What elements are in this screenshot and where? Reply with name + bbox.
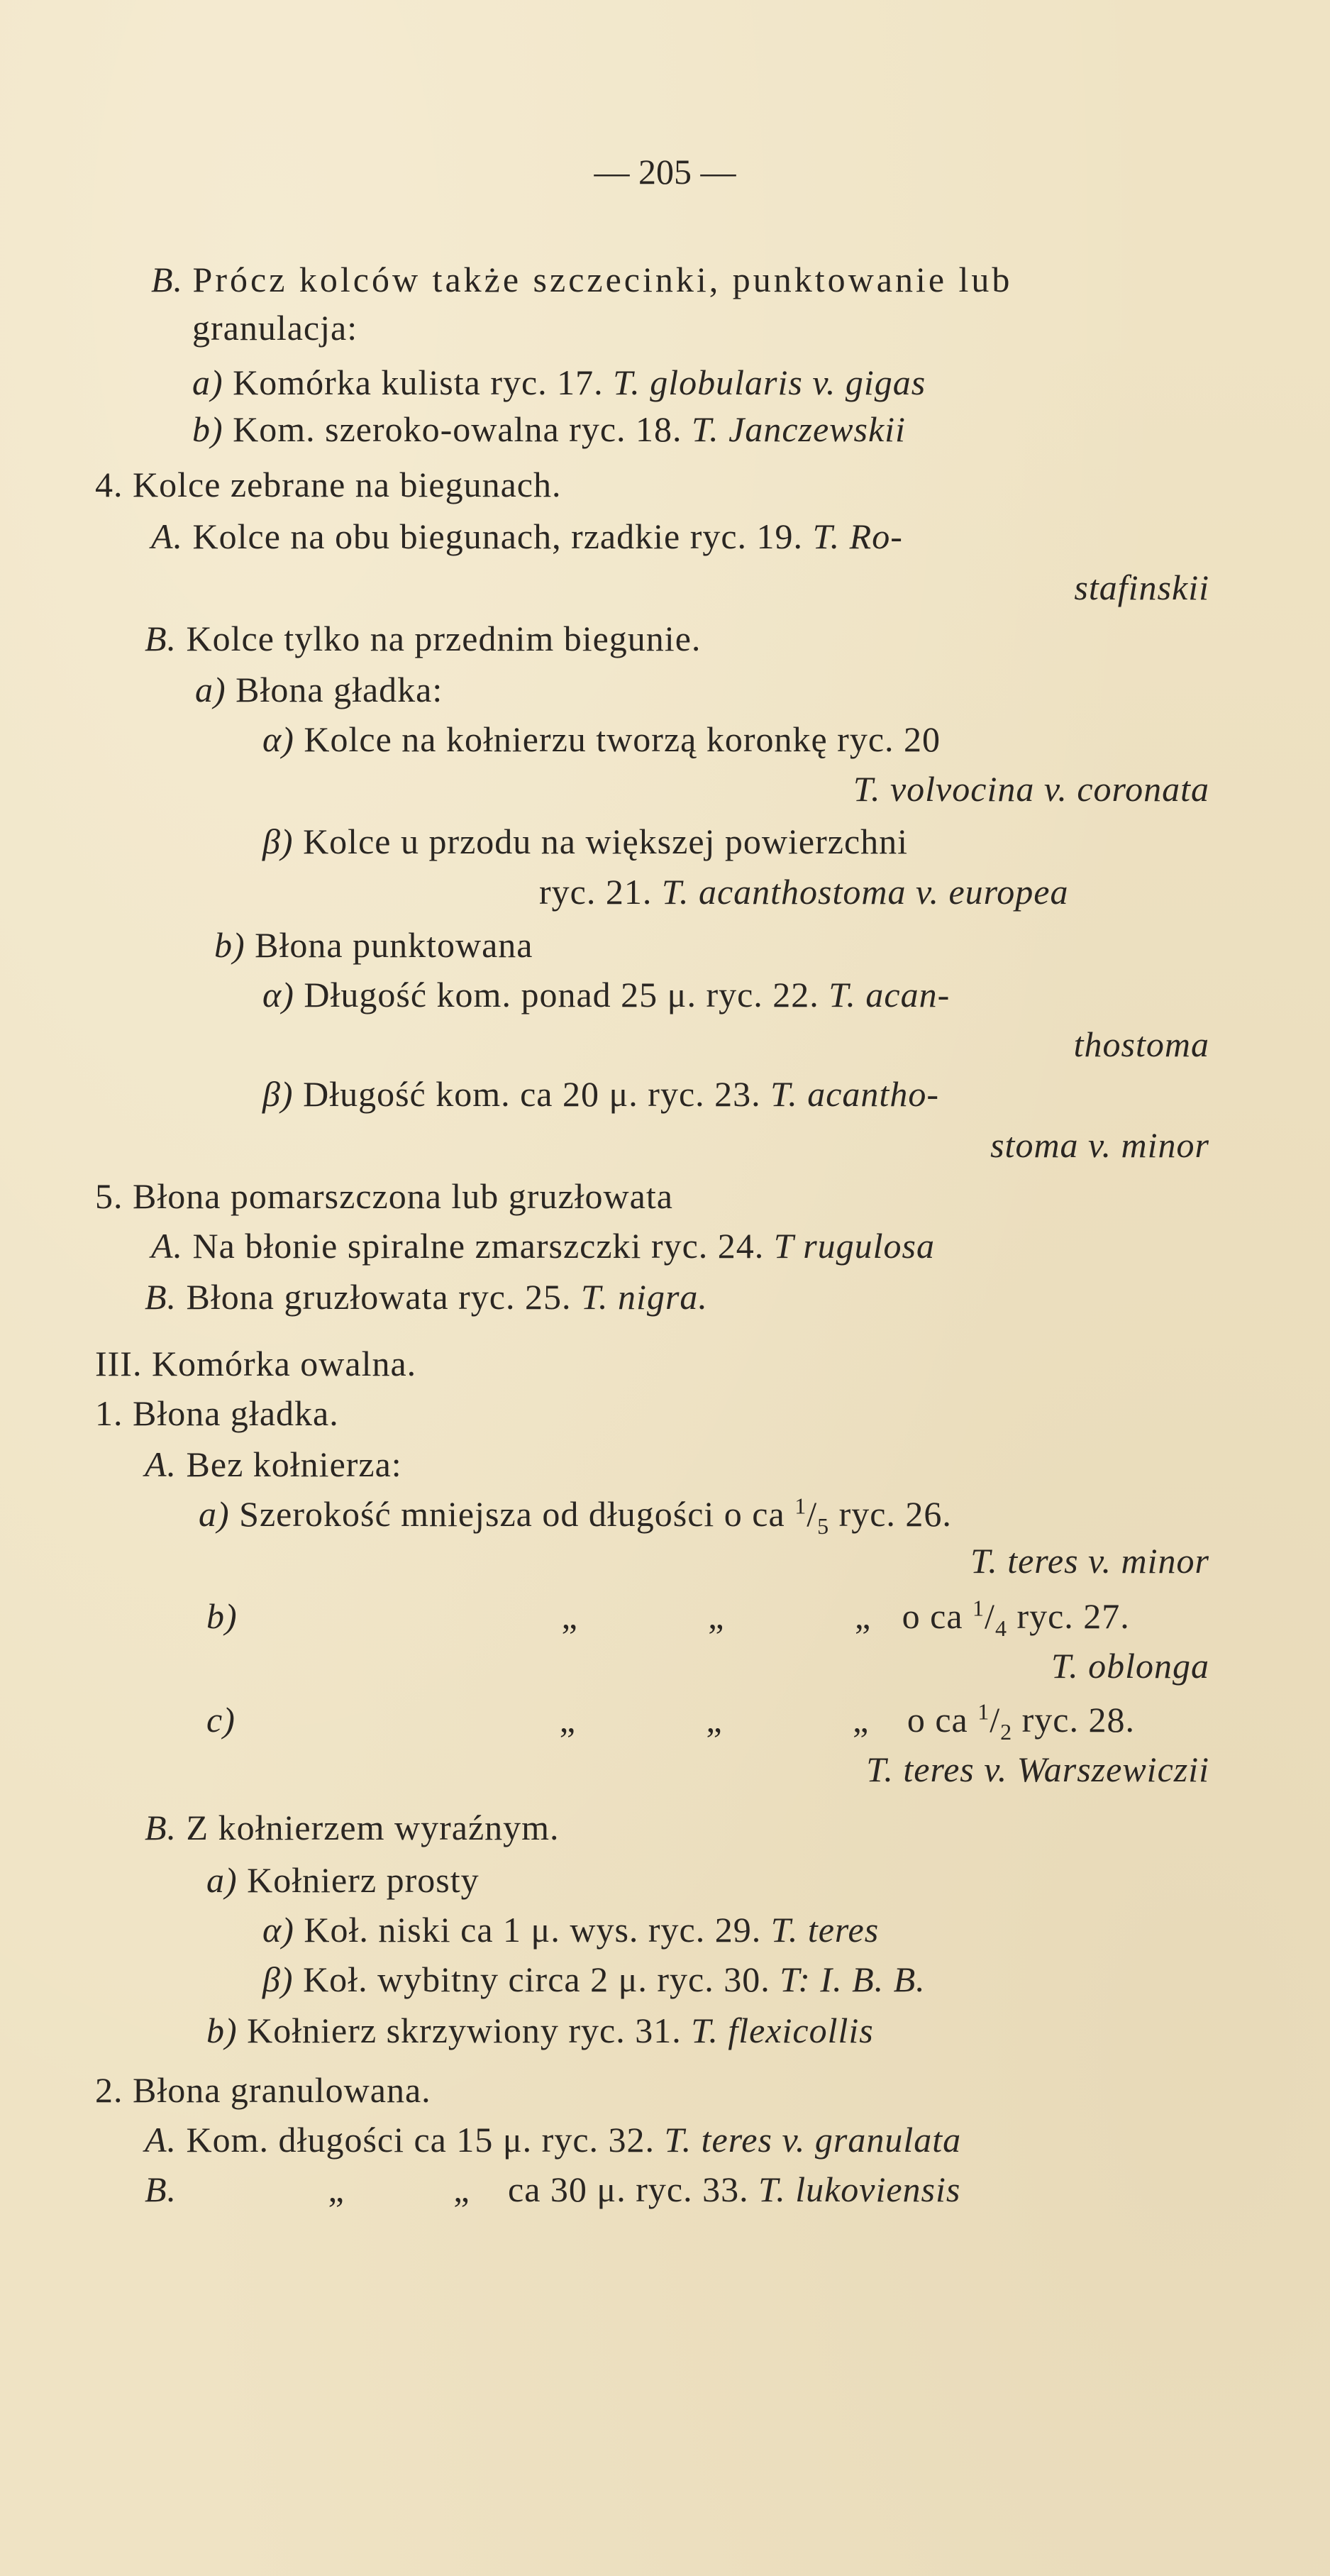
text-line: b) Kom. szeroko-owalna ryc. 18. T. Janczewskii (192, 409, 906, 449)
text-line: 4. Kolce zebrane na biegunach. (95, 465, 562, 504)
ditto-marks: „ „ „ (561, 1596, 872, 1636)
species-name: T. teres v. Warszewiczii (866, 1749, 1209, 1789)
text-line (780, 1124, 1209, 1166)
text-line: A. Na błonie spiralne zmarszczki ryc. 24. T rugulosa (151, 1226, 936, 1266)
text-line (851, 1023, 1209, 1066)
text-line: a) Kołnierz prosty (206, 1860, 480, 1900)
species-name: T. teres (770, 1910, 880, 1950)
text-line: a) Szerokość mniejsza od długości o ca $^1/_5$ ryc. 26. (199, 1493, 952, 1539)
text-line: 5. Błona pomarszczona lub gruzłowata (95, 1176, 673, 1216)
species-name: stoma v. minor (990, 1125, 1209, 1165)
ditto-marks: „ „ (328, 2169, 470, 2209)
species-name: T. Ro- (812, 516, 903, 556)
species-name: T. acantho- (770, 1074, 939, 1114)
text-line: B. Z kołnierzem wyraźnym. (145, 1808, 560, 1847)
fraction-numerator: 1 (972, 1595, 985, 1621)
species-name: T. lukoviensis (758, 2169, 961, 2209)
fraction-denominator: 5 (817, 1513, 830, 1539)
species-name: T. teres v. minor (970, 1541, 1209, 1581)
section-heading: III. Komórka owalna. (95, 1344, 417, 1383)
text-line: β) Długość kom. ca 20 μ. ryc. 23. T. acantho- (262, 1074, 939, 1114)
fraction-numerator: 1 (977, 1698, 990, 1725)
text-line: b) Kołnierz skrzywiony ryc. 31. T. flexicollis (206, 2011, 874, 2050)
fraction-numerator: 1 (794, 1493, 807, 1519)
fraction-denominator: 2 (1000, 1719, 1013, 1745)
text-line (851, 1644, 1209, 1687)
text-line: 1. Błona gładka. (95, 1393, 339, 1433)
species-name: T. oblonga (1051, 1646, 1209, 1686)
species-name: T. Janczewskii (692, 409, 906, 449)
text-line: α) Kolce na kołnierzu tworzą koronkę ryc. 20 (262, 719, 941, 759)
page-number: — 205 — (594, 152, 736, 192)
text-line: β) Kolce u przodu na większej powierzchni (262, 822, 909, 861)
text-line: a) Komórka kulista ryc. 17. T. globularis v. gigas (192, 363, 926, 402)
species-name: T rugulosa (773, 1226, 936, 1266)
species-name: thostoma (1073, 1024, 1209, 1064)
text-line (638, 1748, 1209, 1791)
text-line: b) Błona punktowana (214, 925, 533, 965)
text-line (709, 1539, 1209, 1582)
species-name: T. teres v. granulata (664, 2120, 962, 2160)
text-line: a) Błona gładka: (195, 670, 443, 709)
text-line: α) Długość kom. ponad 25 μ. ryc. 22. T. acan- (262, 975, 951, 1015)
text-line: β) Koł. wybitny circa 2 μ. ryc. 30. T: I. B. B. (262, 1959, 926, 1999)
text-line: c) „ „ „ o ca $^1/_2$ ryc. 28. (206, 1698, 1135, 1745)
ditto-marks: „ „ „ (559, 1700, 870, 1740)
enum-label: B. (151, 260, 184, 299)
text-line: 2. Błona granulowana. (95, 2070, 431, 2110)
text-line: B. Prócz kolców także szczecinki, punktowanie lub (151, 260, 1013, 299)
text-line (638, 768, 1209, 810)
species-name: T. volvocina v. coronata (853, 769, 1209, 809)
species-name: T. flexicollis (691, 2011, 874, 2050)
species-name: T. globularis v. gigas (613, 363, 926, 402)
fraction-denominator: 4 (994, 1615, 1007, 1641)
species-name: stafinskii (1074, 568, 1209, 607)
species-name: T. acan- (829, 975, 951, 1015)
species-name: T. acanthostoma v. europea (661, 872, 1069, 912)
text-line (851, 566, 1209, 609)
species-name: T. nigra. (580, 1277, 708, 1317)
text-line: A. Bez kołnierza: (145, 1444, 402, 1484)
text-line: B. Błona gruzłowata ryc. 25. T. nigra. (145, 1277, 708, 1317)
text-line: B. „ „ ca 30 μ. ryc. 33. T. lukoviensis (145, 2169, 961, 2209)
text-line: A. Kolce na obu biegunach, rzadkie ryc. 19. T. Ro- (151, 516, 903, 556)
text-line: B. Kolce tylko na przednim biegunie. (145, 619, 702, 658)
text-line: A. Kom. długości ca 15 μ. ryc. 32. T. teres v. granulata (145, 2120, 962, 2160)
text-line: b) „ „ „ o ca $^1/_4$ ryc. 27. (206, 1595, 1130, 1641)
species-name: T: I. B. B. (780, 1959, 926, 1999)
text-line: ryc. 21. T. acanthostoma v. europea (539, 872, 1069, 912)
text-line: α) Koł. niski ca 1 μ. wys. ryc. 29. T. teres (262, 1910, 880, 1950)
text-line: granulacja: (192, 308, 358, 348)
